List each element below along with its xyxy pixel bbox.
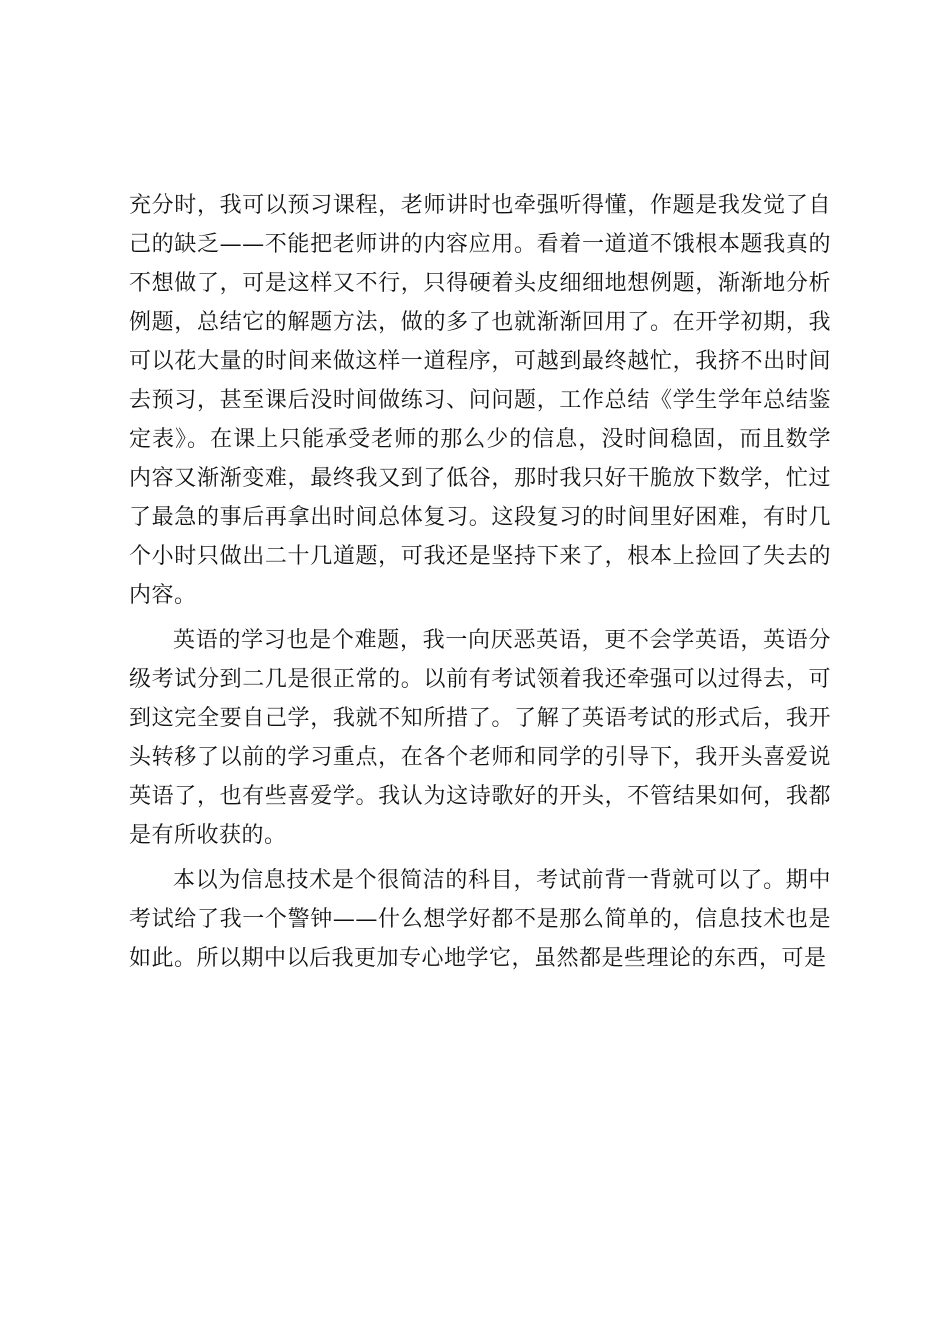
paragraph-1: 充分时，我可以预习课程，老师讲时也牵强听得懂，作题是我发觉了自己的缺乏——不能把老师讲的内容应用。看着一道道不饿根本题我真的不想做了，可是这样又不行，只得硬着头皮细细地想例题，渐渐地分析例题，总结它的解题方法，做的多了也就渐渐回用了。在开学初期，我可以花大量的时间来做这样一道程序，可越到最终越忙，我挤不出时间去预习，甚至课后没时间做练习、问问题，工作总结《学生学年总结鉴定表》。在课上只能承受老师的那么少的信息，没时间稳固，而且数学内容又渐渐变难，最终我又到了低谷，那时我只好干脆放下数学，忙过了最急的事后再拿出时间总体复习。这段复习的时间里好困难，有时几个小时只做出二十几道题，可我还是坚持下来了，根本上捡回了失去的内容。	[129, 193, 831, 608]
document-body	[129, 186, 831, 978]
paragraph-2: 英语的学习也是个难题，我一向厌恶英语，更不会学英语，英语分级考试分到二几是很正常的。以前有考试领着我还牵强可以过得去，可到这完全要自己学，我就不知所措了。了解了英语考试的形式后，我开头转移了以前的学习重点，在各个老师和同学的引导下，我开头喜爱说英语了，也有些喜爱学。我认为这诗歌好的开头，不管结果如何，我都是有所收获的。	[129, 628, 831, 848]
paragraph-3: 本以为信息技术是个很简洁的科目，考试前背一背就可以了。期中考试给了我一个警钟——什么想学好都不是那么简单的，信息技术也是如此。所以期中以后我更加专心地学它，虽然都是些理论的东西，可是	[129, 868, 831, 971]
